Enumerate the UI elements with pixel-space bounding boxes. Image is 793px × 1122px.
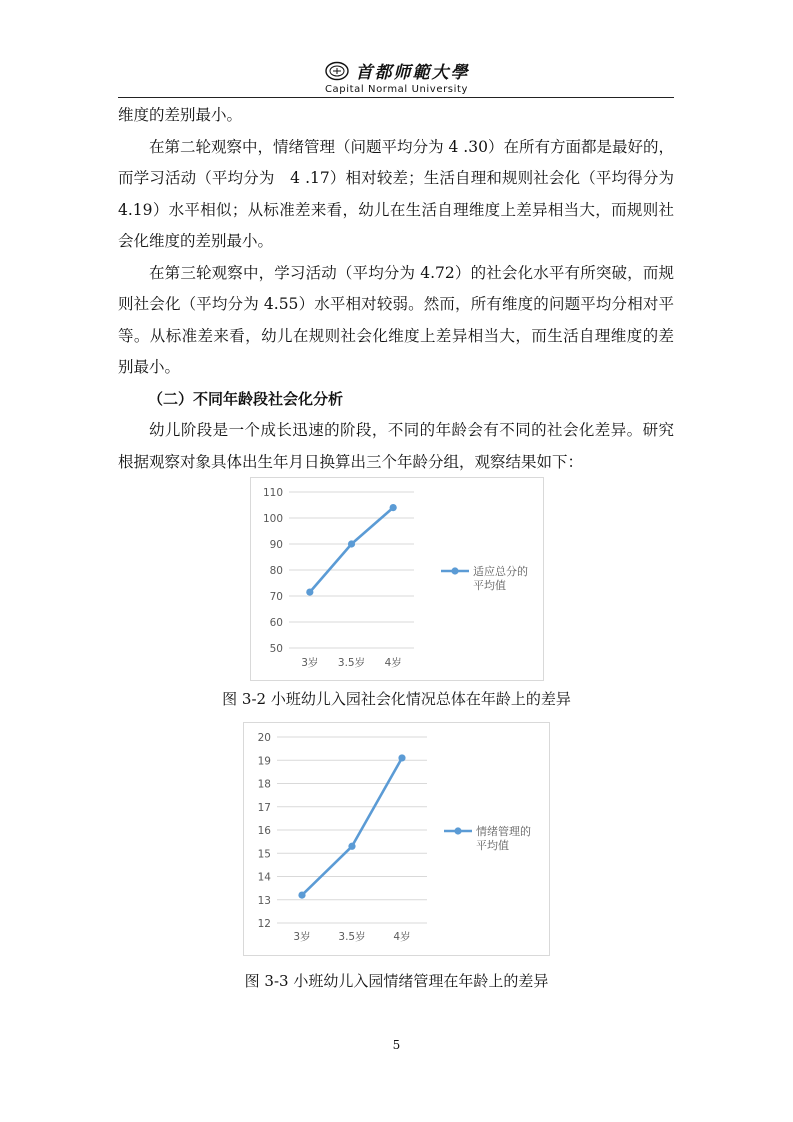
- x-tick-label: 3.5岁: [338, 931, 366, 943]
- legend-label: 适应总分的: [473, 565, 528, 578]
- legend-label: 平均值: [476, 839, 509, 852]
- y-tick-label: 13: [257, 894, 271, 907]
- legend-label: 情绪管理的: [476, 825, 531, 838]
- y-tick-label: 20: [257, 732, 271, 744]
- y-tick-label: 12: [257, 918, 271, 930]
- series-line: [310, 508, 393, 592]
- university-name-en: Capital Normal University: [324, 84, 469, 95]
- chart-age-total: [250, 477, 544, 681]
- x-tick-label: 3岁: [293, 931, 311, 943]
- x-tick-label: 4岁: [384, 657, 402, 669]
- y-tick-label: 90: [269, 539, 283, 551]
- y-tick-label: 19: [257, 755, 271, 768]
- y-tick-label: 14: [257, 871, 271, 884]
- paragraph: 在第二轮观察中，情绪管理（问题平均分为 4 .30）在所有方面都是最好的，而学习活动（平均分为 4 .17）相对较差；生活自理和规则社会化（平均得分为 4.19）水平相似；从标准差来看，幼儿在生活自理维度上差异相当大，而规则社会化维度的差别最小。: [118, 137, 674, 250]
- x-tick-label: 3岁: [301, 657, 319, 669]
- figure-caption: 图 3-2 小班幼儿入园社会化情况总体在年龄上的差异: [222, 690, 571, 708]
- x-tick-label: 3.5岁: [337, 657, 366, 669]
- university-name-cn: 首都师範大學: [355, 63, 470, 83]
- y-tick-label: 17: [257, 801, 271, 814]
- body-text: [118, 100, 674, 478]
- page-number: 5: [392, 1038, 401, 1052]
- figure-caption: 图 3-3 小班幼儿入园情绪管理在年龄上的差异: [244, 972, 549, 990]
- university-seal-icon: [324, 61, 350, 81]
- y-tick-label: 110: [262, 487, 283, 499]
- y-tick-label: 80: [269, 565, 283, 577]
- y-tick-label: 16: [257, 825, 271, 837]
- section-heading: （二）不同年龄段社会化分析: [148, 389, 344, 408]
- data-point: [306, 589, 313, 596]
- y-tick-label: 60: [269, 617, 283, 629]
- y-tick-label: 15: [257, 848, 271, 861]
- y-tick-label: 50: [269, 643, 283, 655]
- paragraph: 幼儿阶段是一个成长迅速的阶段，不同的年龄会有不同的社会化差异。研究根据观察对象具体出生年月日换算出三个年龄分组，观察结果如下：: [118, 421, 674, 471]
- y-tick-label: 18: [257, 778, 271, 791]
- legend-marker: [454, 827, 461, 834]
- legend-marker: [451, 567, 458, 574]
- paragraph: 维度的差别最小。: [118, 106, 243, 124]
- x-tick-label: 4岁: [393, 931, 411, 943]
- data-point: [398, 754, 405, 761]
- data-point: [348, 843, 355, 850]
- y-tick-label: 70: [269, 591, 283, 603]
- y-tick-label: 100: [262, 513, 283, 525]
- line-chart-svg: [251, 478, 543, 680]
- line-chart-svg: [244, 723, 549, 955]
- data-point: [348, 540, 355, 547]
- chart-age-emotion: [243, 722, 550, 956]
- page-header: [0, 58, 793, 95]
- university-logo: [0, 58, 793, 83]
- paragraph: 在第三轮观察中，学习活动（平均分为 4.72）的社会化水平有所突破，而规则社会化（平均分为 4.55）水平相对较弱。然而，所有维度的问题平均分相对平等。从标准差来看，幼儿在规则社会化维度上差异相当大，而生活自理维度的差别最小。: [118, 263, 674, 376]
- data-point: [390, 504, 397, 511]
- header-rule: [118, 97, 674, 98]
- data-point: [298, 892, 305, 899]
- legend-label: 平均值: [473, 579, 506, 592]
- series-line: [302, 758, 402, 895]
